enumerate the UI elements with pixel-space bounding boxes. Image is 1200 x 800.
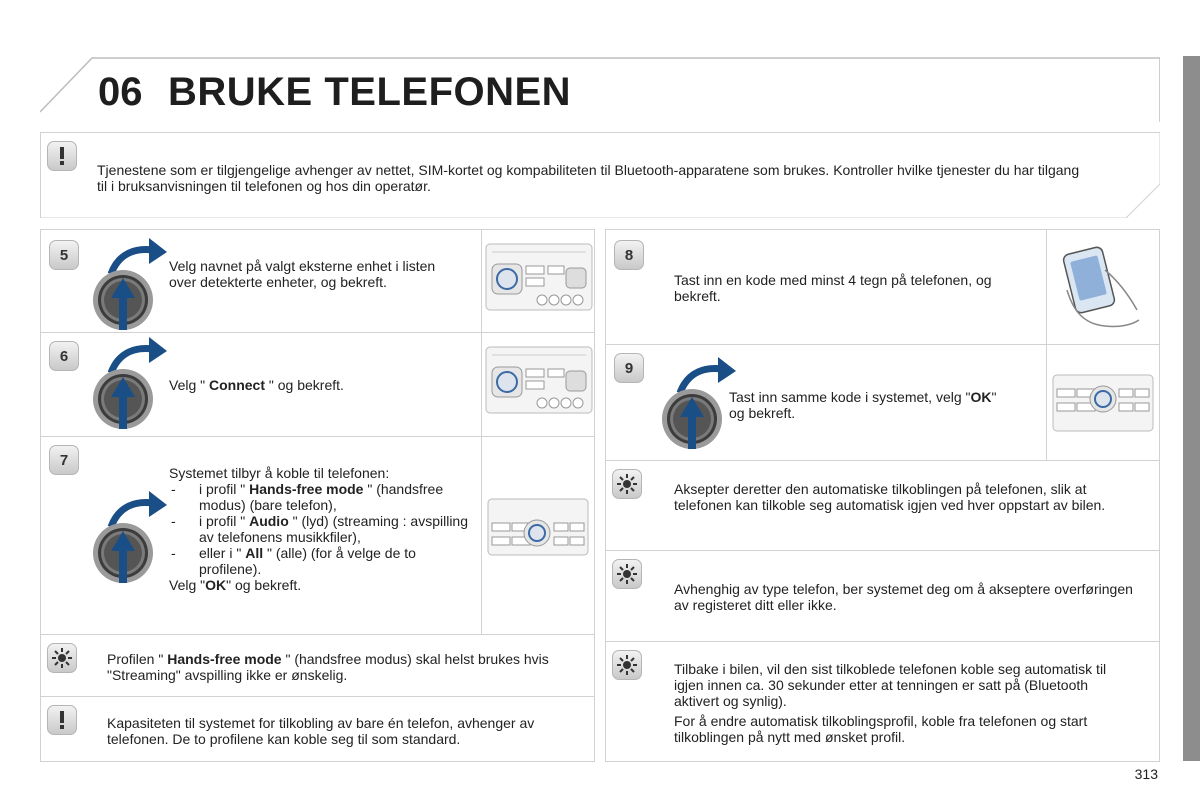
page-title: BRUKE TELEFONEN bbox=[168, 70, 572, 114]
warning-text: Kapasiteten til systemet for tilkobling av bare én telefon, avhenger av telefonen. De to profilene kan koble seg til som standard. bbox=[107, 715, 535, 747]
radio-panel-thumbnail bbox=[481, 230, 595, 332]
list-item: - eller i " All " (alle) (for å velge de to profilene). bbox=[169, 545, 469, 577]
step-8-text: Tast inn en kode med minst 4 tegn på telefonen, og bekreft. bbox=[674, 272, 992, 304]
step-8-badge: 8 bbox=[614, 240, 644, 270]
step-7-text: Systemet tilbyr å koble til telefonen: - i profil " Hands-free mode " (handsfree modus) (bare telefon), - i profil " Audio " (lyd) (streaming : avspilling av telefonens musikkfiler), - eller i " All " (alle) (for å velge de to profilene). Velg "OK" og bekreft. bbox=[169, 465, 469, 593]
rotary-knob-icon bbox=[658, 355, 738, 451]
chapter-number: 06 bbox=[98, 70, 143, 114]
lightbulb-icon bbox=[612, 650, 642, 680]
chapter-header bbox=[40, 56, 1160, 124]
tip-row bbox=[606, 460, 1159, 550]
warning-icon bbox=[47, 141, 77, 171]
tip-row bbox=[606, 550, 1159, 641]
warning-icon bbox=[47, 705, 77, 735]
tip-text: Aksepter deretter den automatiske tilkoblingen på telefonen, slik at telefonen kan tilkoble seg automatisk igjen ved hver oppstart av bilen. bbox=[674, 481, 1106, 513]
right-column bbox=[605, 229, 1160, 762]
lightbulb-icon bbox=[612, 559, 642, 589]
tip-row bbox=[606, 641, 1159, 762]
tip-text: Tilbake i bilen, vil den sist tilkoblede telefonen koble seg automatisk til igjen innen ca. 30 sekunder etter at tenningen er satt på (Bluetooth aktivert og synlig). For å endre automatisk tilkoblingsprofil, koble fra telefonen og start tilkoblingen på nytt med ønsket profil. bbox=[674, 661, 1107, 745]
radio-panel-thumbnail bbox=[1046, 345, 1160, 460]
step-9-text: Tast inn samme kode i systemet, velg "OK" og bekreft. bbox=[729, 389, 997, 421]
step-7-row bbox=[41, 436, 594, 634]
rotary-knob-icon bbox=[89, 489, 169, 585]
warning-row bbox=[41, 696, 594, 762]
step-5-badge: 5 bbox=[49, 240, 79, 270]
lightbulb-icon bbox=[47, 643, 77, 673]
rotary-knob-icon bbox=[89, 335, 169, 431]
step-5-text: Velg navnet på valgt eksterne enhet i listen over detekterte enheter, og bekreft. bbox=[169, 258, 436, 290]
chapter-side-tab bbox=[1183, 56, 1200, 761]
phone-illustration bbox=[1046, 230, 1160, 344]
tip-text: Profilen " Hands-free mode " (handsfree modus) skal helst brukes hvis "Streaming" avspilling ikke er ønskelig. bbox=[107, 651, 549, 683]
step-7-badge: 7 bbox=[49, 445, 79, 475]
radio-panel-thumbnail bbox=[481, 333, 595, 436]
radio-panel-thumbnail bbox=[481, 437, 595, 634]
step-6-badge: 6 bbox=[49, 341, 79, 371]
left-column bbox=[40, 229, 595, 762]
step-9-row bbox=[606, 344, 1159, 460]
tip-text: Avhenghig av type telefon, ber systemet deg om å akseptere overføringen av registeret ditt eller ikke. bbox=[674, 581, 1133, 613]
rotary-knob-icon bbox=[89, 236, 169, 332]
list-item: - i profil " Hands-free mode " (handsfree modus) (bare telefon), bbox=[169, 481, 469, 513]
step-9-badge: 9 bbox=[614, 353, 644, 383]
top-warning-box bbox=[40, 132, 1160, 218]
warning-text: Tjenestene som er tilgjengelige avhenger av nettet, SIM-kortet og kompabiliteten til Bluetooth-apparatene som brukes. Kontroller hvilke tjenester du har tilgang til i bruksanvisningen til telefonen og hos din operatør. bbox=[97, 162, 1080, 194]
tip-row bbox=[41, 634, 594, 696]
step-6-row bbox=[41, 332, 594, 436]
step-6-text: Velg " Connect " og bekreft. bbox=[169, 377, 344, 393]
page-number: 313 bbox=[1134, 766, 1158, 782]
lightbulb-icon bbox=[612, 469, 642, 499]
list-item: - i profil " Audio " (lyd) (streaming : avspilling av telefonens musikkfiler), bbox=[169, 513, 469, 545]
